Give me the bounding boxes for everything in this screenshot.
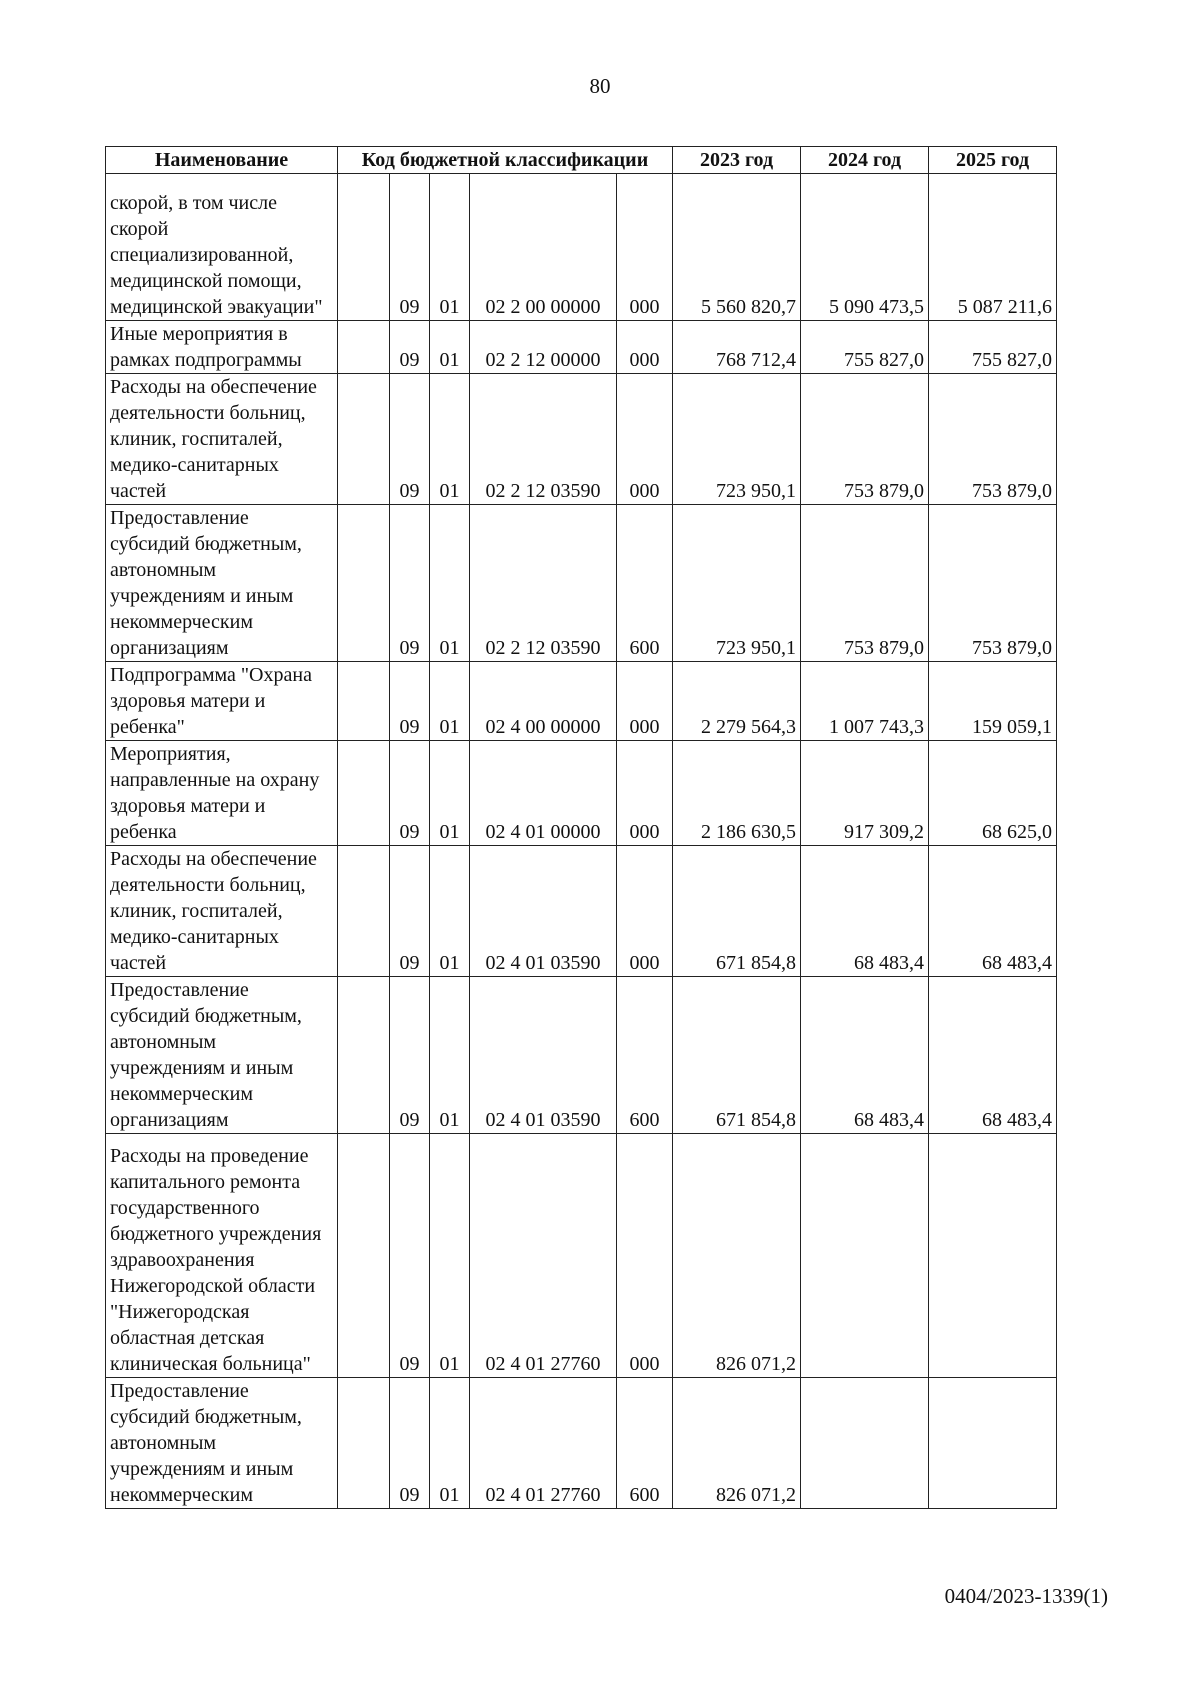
code-article: 02 4 01 03590 (470, 977, 617, 1134)
table-header-row (106, 147, 1057, 174)
header-2023: 2023 год (673, 147, 801, 174)
amount-2023: 768 712,4 (673, 321, 801, 374)
amount-2024: 1 007 743,3 (801, 662, 929, 741)
code-subsection: 01 (430, 174, 470, 321)
amount-2023: 5 560 820,7 (673, 174, 801, 321)
header-2025: 2025 год (929, 147, 1057, 174)
code-blank (338, 741, 390, 846)
row-name: Иные мероприятия в рамках подпрограммы (106, 321, 338, 374)
code-blank (338, 374, 390, 505)
code-expense-type: 000 (617, 321, 673, 374)
code-subsection: 01 (430, 505, 470, 662)
code-subsection: 01 (430, 662, 470, 741)
amount-2024: 753 879,0 (801, 505, 929, 662)
code-subsection: 01 (430, 741, 470, 846)
code-expense-type: 000 (617, 374, 673, 505)
amount-2025: 753 879,0 (929, 374, 1057, 505)
row-name: скорой, в том числе скорой специализированной, медицинской помощи, медицинской эвакуации" (106, 174, 338, 321)
amount-2025: 68 625,0 (929, 741, 1057, 846)
row-name: Расходы на обеспечение деятельности больниц, клиник, госпиталей, медико-санитарных частей (106, 846, 338, 977)
row-name: Мероприятия, направленные на охрану здоровья матери и ребенка (106, 741, 338, 846)
amount-2023: 826 071,2 (673, 1378, 801, 1509)
code-expense-type: 600 (617, 977, 673, 1134)
table-row (106, 505, 1057, 662)
amount-2025: 68 483,4 (929, 846, 1057, 977)
code-blank (338, 174, 390, 321)
row-name: Предоставление субсидий бюджетным, автономным учреждениям и иным некоммерческим организациям (106, 977, 338, 1134)
code-blank (338, 505, 390, 662)
code-article: 02 4 01 27760 (470, 1378, 617, 1509)
code-section: 09 (390, 505, 430, 662)
row-name: Расходы на обеспечение деятельности больниц, клиник, госпиталей, медико-санитарных частей (106, 374, 338, 505)
table-row (106, 741, 1057, 846)
amount-2024: 68 483,4 (801, 977, 929, 1134)
table-row (106, 662, 1057, 741)
header-name: Наименование (106, 147, 338, 174)
header-2024: 2024 год (801, 147, 929, 174)
code-subsection: 01 (430, 846, 470, 977)
code-blank (338, 977, 390, 1134)
code-blank (338, 662, 390, 741)
amount-2024: 5 090 473,5 (801, 174, 929, 321)
code-article: 02 2 12 03590 (470, 374, 617, 505)
code-section: 09 (390, 662, 430, 741)
code-expense-type: 000 (617, 741, 673, 846)
code-article: 02 4 01 03590 (470, 846, 617, 977)
amount-2025 (929, 1378, 1057, 1509)
table-row (106, 846, 1057, 977)
amount-2025: 753 879,0 (929, 505, 1057, 662)
budget-table (105, 146, 1057, 1509)
code-blank (338, 1378, 390, 1509)
row-name: Подпрограмма "Охрана здоровья матери и ребенка" (106, 662, 338, 741)
amount-2023: 723 950,1 (673, 505, 801, 662)
amount-2025: 5 087 211,6 (929, 174, 1057, 321)
code-subsection: 01 (430, 374, 470, 505)
code-blank (338, 321, 390, 374)
code-expense-type: 000 (617, 846, 673, 977)
amount-2025 (929, 1134, 1057, 1378)
amount-2024: 917 309,2 (801, 741, 929, 846)
code-blank (338, 1134, 390, 1378)
code-article: 02 4 01 27760 (470, 1134, 617, 1378)
amount-2023: 2 186 630,5 (673, 741, 801, 846)
table-row (106, 174, 1057, 321)
page-number: 80 (589, 74, 611, 98)
code-section: 09 (390, 374, 430, 505)
table-row (106, 1378, 1057, 1509)
code-article: 02 2 12 03590 (470, 505, 617, 662)
header-code: Код бюджетной классификации (338, 147, 673, 174)
row-name: Предоставление субсидий бюджетным, автономным учреждениям и иным некоммерческим организациям (106, 505, 338, 662)
code-expense-type: 600 (617, 1378, 673, 1509)
code-section: 09 (390, 846, 430, 977)
amount-2023: 671 854,8 (673, 846, 801, 977)
code-subsection: 01 (430, 1378, 470, 1509)
code-section: 09 (390, 1378, 430, 1509)
row-name: Расходы на проведение капитального ремонта государственного бюджетного учреждения здравоохранения Нижегородской области "Нижегородская областная детская клиническая больница" (106, 1134, 338, 1378)
amount-2023: 826 071,2 (673, 1134, 801, 1378)
table-row (106, 977, 1057, 1134)
amount-2024: 753 879,0 (801, 374, 929, 505)
code-subsection: 01 (430, 1134, 470, 1378)
code-subsection: 01 (430, 977, 470, 1134)
amount-2023: 2 279 564,3 (673, 662, 801, 741)
amount-2025: 68 483,4 (929, 977, 1057, 1134)
code-expense-type: 000 (617, 662, 673, 741)
code-subsection: 01 (430, 321, 470, 374)
amount-2025: 755 827,0 (929, 321, 1057, 374)
table-row (106, 1134, 1057, 1378)
amount-2025: 159 059,1 (929, 662, 1057, 741)
table-row (106, 374, 1057, 505)
code-blank (338, 846, 390, 977)
table-row (106, 321, 1057, 374)
amount-2024 (801, 1134, 929, 1378)
amount-2024: 755 827,0 (801, 321, 929, 374)
amount-2024: 68 483,4 (801, 846, 929, 977)
code-expense-type: 600 (617, 505, 673, 662)
code-expense-type: 000 (617, 174, 673, 321)
code-section: 09 (390, 741, 430, 846)
row-name: Предоставление субсидий бюджетным, автономным учреждениям и иным некоммерческим (106, 1378, 338, 1509)
code-section: 09 (390, 977, 430, 1134)
code-section: 09 (390, 1134, 430, 1378)
document-code: 0404/2023-1339(1) (944, 1584, 1108, 1608)
code-article: 02 2 00 00000 (470, 174, 617, 321)
code-article: 02 2 12 00000 (470, 321, 617, 374)
code-section: 09 (390, 321, 430, 374)
code-article: 02 4 01 00000 (470, 741, 617, 846)
code-expense-type: 000 (617, 1134, 673, 1378)
amount-2023: 723 950,1 (673, 374, 801, 505)
code-section: 09 (390, 174, 430, 321)
code-article: 02 4 00 00000 (470, 662, 617, 741)
amount-2024 (801, 1378, 929, 1509)
amount-2023: 671 854,8 (673, 977, 801, 1134)
